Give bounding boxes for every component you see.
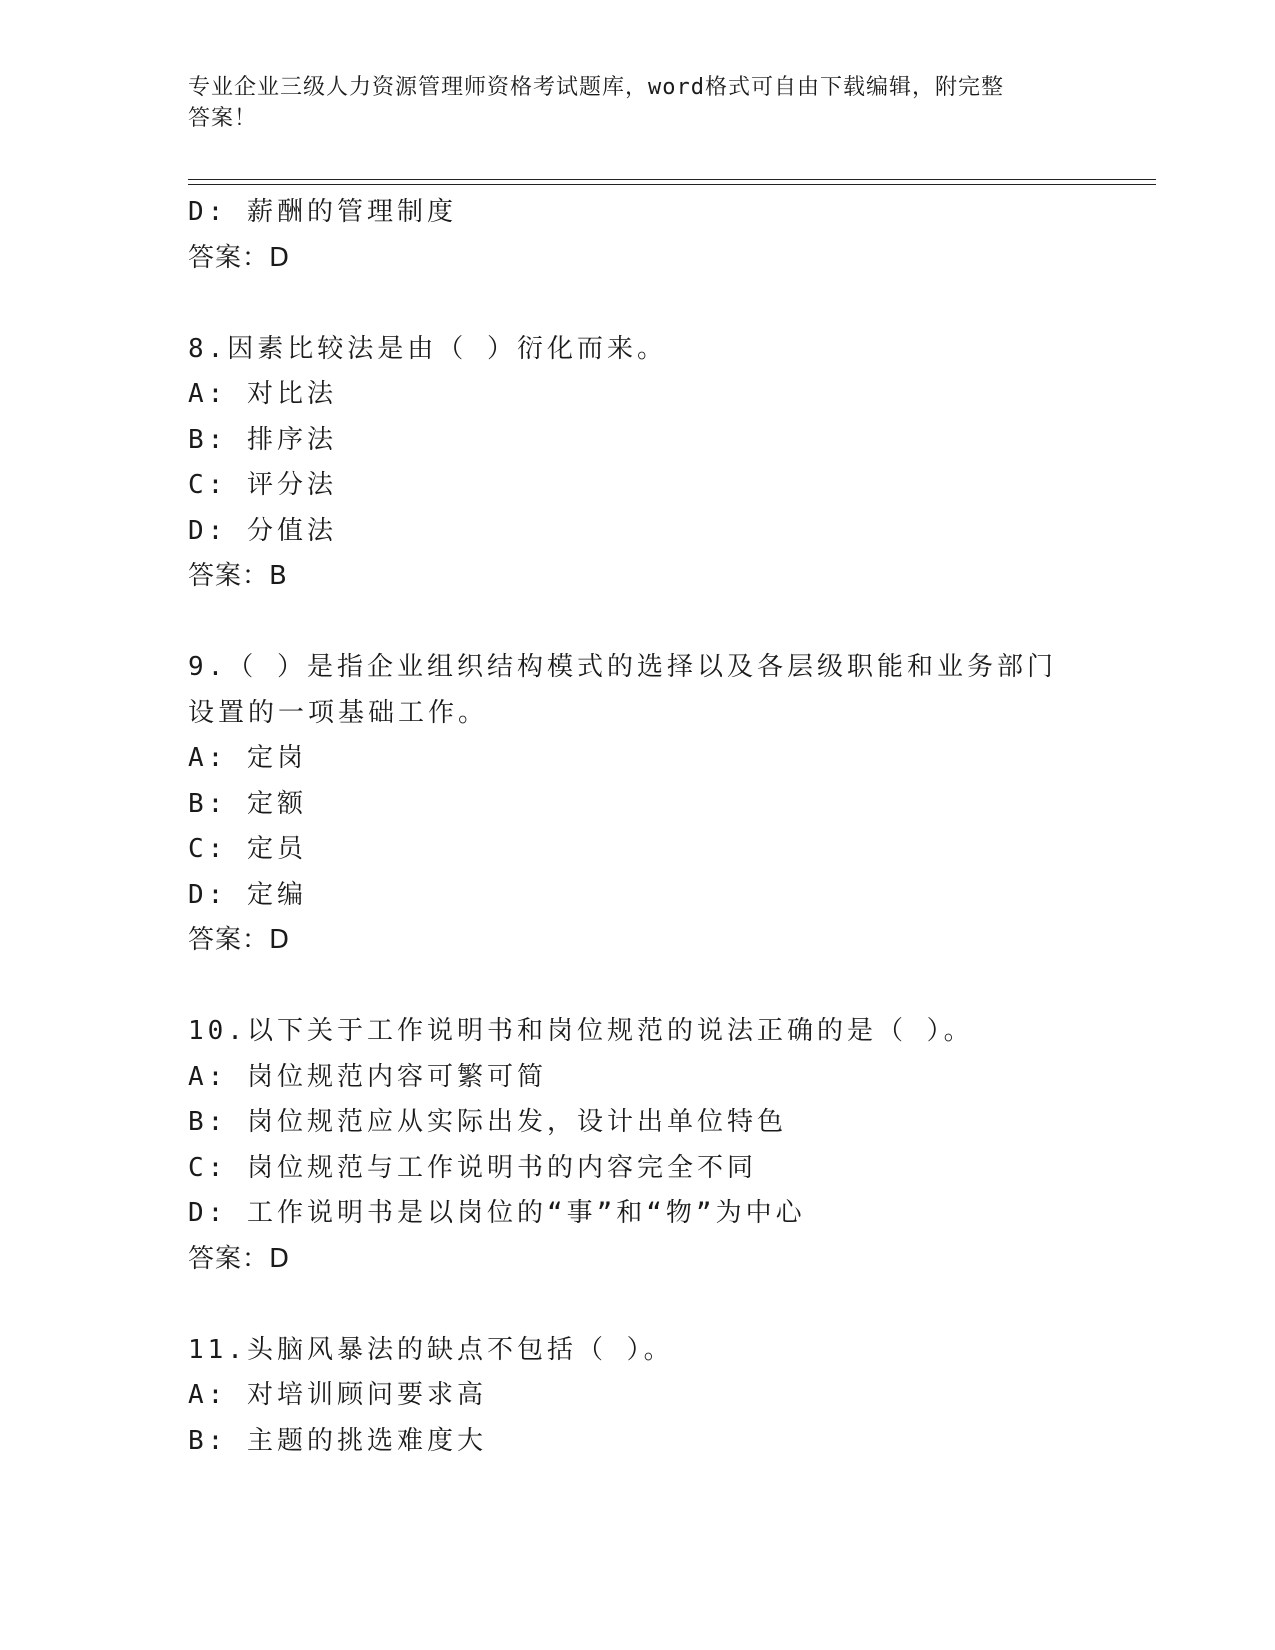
q9-option-c: C: 定员 xyxy=(188,834,307,864)
spacer xyxy=(188,600,1156,646)
question-9 xyxy=(188,645,1156,964)
question-11 xyxy=(188,1328,1156,1465)
q10-option-a: A: 岗位规范内容可繁可简 xyxy=(188,1061,547,1092)
q10-answer: 答案：D xyxy=(188,1243,291,1274)
document-header xyxy=(188,72,1088,134)
q7-answer: 答案：D xyxy=(188,242,291,273)
q11-option-b: B: 主题的挑选难度大 xyxy=(188,1425,487,1456)
header-line-2: 答案！ xyxy=(188,106,258,131)
q11-option-a: A: 对培训顾问要求高 xyxy=(188,1380,487,1410)
question-list xyxy=(188,190,1156,1464)
q10-option-c: C: 岗位规范与工作说明书的内容完全不同 xyxy=(188,1152,757,1183)
q10-question: 10.以下关于工作说明书和岗位规范的说法正确的是（ ）。 xyxy=(188,1016,974,1046)
header-divider-top xyxy=(188,179,1156,180)
q11-question: 11.头脑风暴法的缺点不包括（ ）。 xyxy=(188,1334,674,1365)
spacer xyxy=(188,964,1156,1010)
q9-question-line-1: 9.（ ）是指企业组织结构模式的选择以及各层级职能和业务部门 xyxy=(188,652,1057,682)
header-line-1: 专业企业三级人力资源管理师资格考试题库，word格式可自由下载编辑，附完整 xyxy=(188,75,1004,100)
q8-option-c: C: 评分法 xyxy=(188,470,337,500)
spacer xyxy=(188,281,1156,327)
q10-option-d: D: 工作说明书是以岗位的“事”和“物”为中心 xyxy=(188,1198,806,1228)
header-divider-bottom xyxy=(188,184,1156,185)
q10-option-b: B: 岗位规范应从实际出发，设计出单位特色 xyxy=(188,1107,787,1137)
spacer xyxy=(188,1282,1156,1328)
question-7-tail xyxy=(188,190,1156,281)
question-10 xyxy=(188,1009,1156,1282)
q9-option-d: D: 定编 xyxy=(188,879,307,910)
q8-option-a: A: 对比法 xyxy=(188,379,337,409)
q8-answer: 答案：B xyxy=(188,561,288,591)
q9-question-line-2: 设置的一项基础工作。 xyxy=(188,697,489,728)
q8-question: 8.因素比较法是由（ ）衍化而来。 xyxy=(188,333,667,364)
q7-option-d: D: 薪酬的管理制度 xyxy=(188,197,457,227)
q8-option-d: D: 分值法 xyxy=(188,515,337,546)
q8-option-b: B: 排序法 xyxy=(188,424,337,455)
q9-option-b: B: 定额 xyxy=(188,788,307,819)
question-8 xyxy=(188,327,1156,600)
q9-answer: 答案：D xyxy=(188,925,291,955)
q9-option-a: A: 定岗 xyxy=(188,743,307,773)
